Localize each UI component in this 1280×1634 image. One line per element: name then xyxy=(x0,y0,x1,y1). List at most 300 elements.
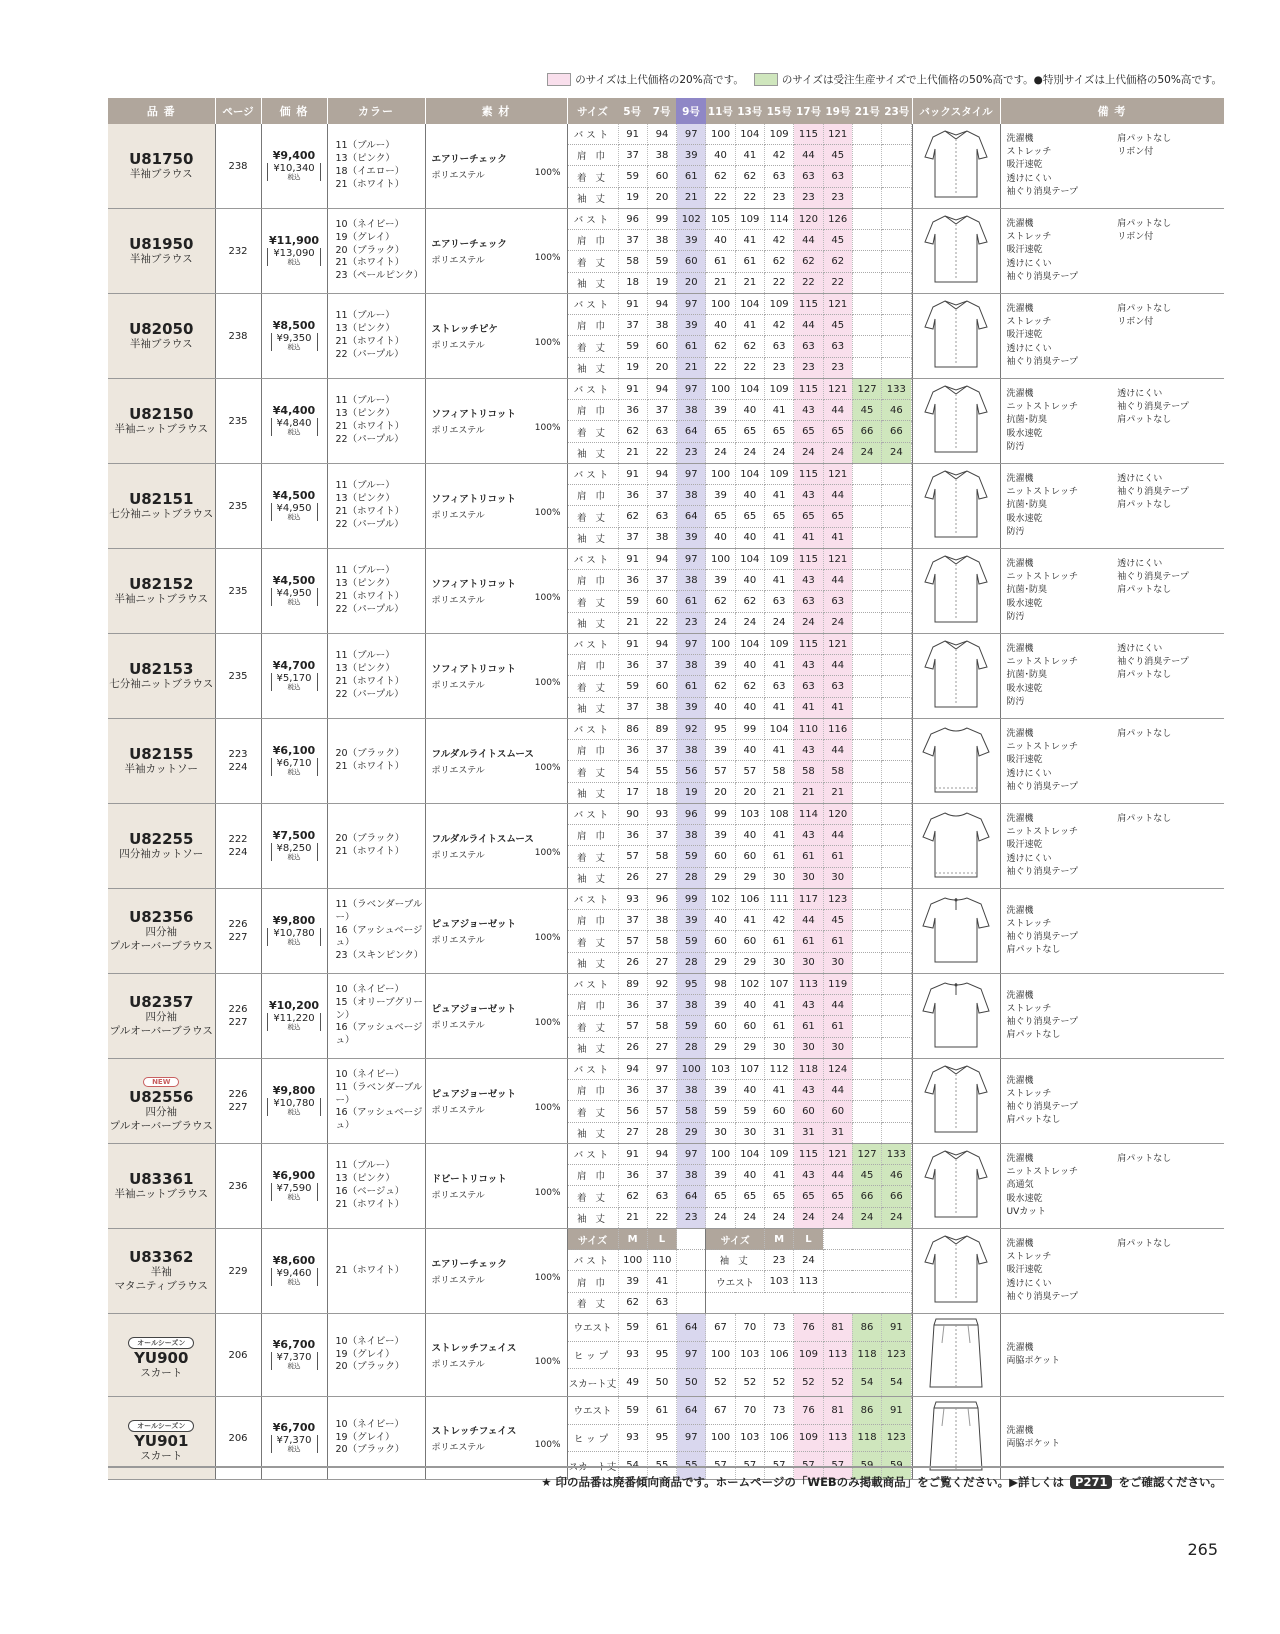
notes-column xyxy=(1117,218,1218,283)
blouse-silhouette-icon xyxy=(913,637,1000,715)
spec-value: 61 xyxy=(794,1016,823,1037)
spec-label: 着 丈 xyxy=(568,1101,619,1122)
spec-value xyxy=(882,825,911,846)
color-option: 21（ホワイト） xyxy=(335,676,405,687)
note-item: 高通気 xyxy=(1006,1180,1034,1191)
fabric: ポリエステル xyxy=(431,1021,485,1031)
spec-value xyxy=(882,1101,911,1122)
page-cell xyxy=(215,124,261,209)
size-spec-cell xyxy=(567,974,912,1059)
color-option: 22（パープル） xyxy=(335,433,404,445)
spec-row xyxy=(568,1059,912,1080)
notes-column xyxy=(1007,813,1108,878)
spec-value xyxy=(852,634,881,655)
spec-value: 61 xyxy=(647,1314,676,1341)
spec-value: 23 xyxy=(764,357,793,378)
spec-value: 22 xyxy=(735,187,764,208)
notes-cell xyxy=(1000,294,1224,379)
maternity-size-label: サイズ xyxy=(568,1229,619,1250)
spec-value: 97 xyxy=(677,634,706,655)
maternity-empty xyxy=(706,1292,823,1313)
spec-row xyxy=(568,612,912,633)
spec-value: 50 xyxy=(677,1369,706,1396)
spec-value: 115 xyxy=(794,294,823,315)
spec-value: 39 xyxy=(677,910,706,931)
fabric-composition xyxy=(432,1188,561,1201)
spec-value: 54 xyxy=(618,1452,647,1479)
spec-value xyxy=(852,782,881,803)
catalog-page: 236 xyxy=(228,1180,248,1192)
material-name: ピュアジョーゼット xyxy=(431,1004,517,1015)
spec-value: 59 xyxy=(618,1314,647,1341)
spec-value xyxy=(882,272,911,293)
color-option: 22（パープル） xyxy=(335,603,404,615)
spec-value: 21 xyxy=(677,357,706,378)
note-item: リボン付 xyxy=(1117,232,1154,243)
spec-value: 89 xyxy=(647,719,676,740)
size-header-13号: 13号 xyxy=(737,105,763,118)
spec-value: 45 xyxy=(823,910,852,931)
spec-value: 40 xyxy=(735,655,764,676)
spec-value: 17 xyxy=(618,782,647,803)
spec-value: 18 xyxy=(618,272,647,293)
color-option: 22（パープル） xyxy=(335,518,404,530)
spec-value: 103 xyxy=(735,804,764,825)
size-spec-cell xyxy=(567,379,912,464)
spec-value: 24 xyxy=(794,612,823,633)
note-item: ストレッチ xyxy=(1006,1252,1052,1263)
back-style-cell xyxy=(912,1059,1000,1144)
product-code: YU901 xyxy=(134,1431,189,1450)
spec-value: 86 xyxy=(618,719,647,740)
spec-value: 38 xyxy=(647,230,676,251)
spec-value: 31 xyxy=(764,1122,793,1143)
fabric: ポリエステル xyxy=(431,1360,485,1370)
spec-value: 41 xyxy=(764,400,793,421)
blouse-silhouette-icon xyxy=(913,1232,1000,1310)
product-name: 半袖ブラウス xyxy=(129,338,193,351)
price-cell xyxy=(261,1314,327,1397)
page-cell xyxy=(215,294,261,379)
size-spec-grid xyxy=(568,294,912,378)
note-item: ストレッチ xyxy=(1006,918,1052,929)
spec-label: 袖 丈 xyxy=(568,187,619,208)
spec-value: 100 xyxy=(706,1424,735,1452)
product-cell xyxy=(108,804,215,889)
page-cell xyxy=(215,1229,261,1314)
spec-value: 20 xyxy=(677,272,706,293)
size-header-21号: 21号 xyxy=(854,105,880,118)
spec-value xyxy=(882,209,911,230)
spec-value: 38 xyxy=(677,570,706,591)
spec-value: 30 xyxy=(823,867,852,888)
material-cell xyxy=(425,549,567,634)
spec-value: 91 xyxy=(618,1144,647,1165)
spec-value: 41 xyxy=(735,145,764,166)
spec-row xyxy=(568,1037,912,1058)
spec-value: 107 xyxy=(735,1059,764,1080)
fabric-percent: 100% xyxy=(534,678,561,688)
spec-value: 63 xyxy=(647,1186,676,1207)
spec-value: 121 xyxy=(823,1144,852,1165)
tax-label: 税込 xyxy=(287,1193,301,1201)
size-header-5号: 5号 xyxy=(623,105,642,118)
price: ¥9,800 xyxy=(272,1084,316,1097)
product-name: 半袖カットソー xyxy=(124,763,198,776)
spec-value: 23 xyxy=(794,357,823,378)
spec-value xyxy=(882,910,911,931)
spec-value: 61 xyxy=(764,846,793,867)
spec-value: 65 xyxy=(823,1186,852,1207)
size-spec-cell xyxy=(567,1059,912,1144)
spec-value: 65 xyxy=(735,1186,764,1207)
spec-value: 94 xyxy=(647,634,676,655)
spec-value: 60 xyxy=(647,166,676,187)
spec-value: 117 xyxy=(794,889,823,910)
notes-list xyxy=(1007,218,1219,283)
blouse-silhouette-icon xyxy=(913,127,1000,205)
spec-value: 89 xyxy=(618,974,647,995)
catalog-page: 227 xyxy=(228,1017,248,1028)
spec-value: 29 xyxy=(677,1122,706,1143)
spec-value xyxy=(882,931,911,952)
spec-value xyxy=(852,124,881,145)
spec-value: 63 xyxy=(794,336,823,357)
fabric: ポリエステル xyxy=(431,936,485,946)
spec-value: 43 xyxy=(794,825,823,846)
spec-value: 57 xyxy=(735,761,764,782)
color-cell xyxy=(327,124,425,209)
note-item: 抗菌･防臭 xyxy=(1006,670,1048,681)
size-header-7号: 7号 xyxy=(652,105,671,118)
catalog-page: 235 xyxy=(228,585,248,597)
spec-row xyxy=(568,187,912,208)
product-code: U83362 xyxy=(129,1248,194,1267)
spec-value: 57 xyxy=(764,1452,793,1479)
maternity-size: L xyxy=(794,1229,823,1250)
maternity-spacer xyxy=(677,1229,706,1250)
spec-value xyxy=(882,846,911,867)
spec-value: 100 xyxy=(706,634,735,655)
spec-value: 39 xyxy=(677,145,706,166)
spec-value: 61 xyxy=(735,251,764,272)
size-spec-cell xyxy=(567,634,912,719)
note-item: 袖ぐり消臭テープ xyxy=(1006,271,1079,282)
size-spec-cell xyxy=(567,209,912,294)
spec-value: 38 xyxy=(647,527,676,548)
spec-value: 100 xyxy=(706,379,735,400)
note-item: 吸汗速乾 xyxy=(1006,755,1043,766)
spec-value: 94 xyxy=(647,124,676,145)
page-cell xyxy=(215,379,261,464)
spec-value: 65 xyxy=(735,506,764,527)
color-cell xyxy=(327,634,425,719)
spec-value: 38 xyxy=(677,400,706,421)
size-spec-grid xyxy=(568,974,912,1058)
spec-value: 37 xyxy=(647,655,676,676)
spec-row xyxy=(568,549,912,570)
maternity-row xyxy=(568,1250,912,1271)
note-item: 透けにくい xyxy=(1006,853,1052,864)
notes-cell xyxy=(1000,974,1224,1059)
spec-value: 44 xyxy=(794,315,823,336)
spec-value xyxy=(882,124,911,145)
tax-price: ¥8,250 xyxy=(276,843,312,854)
product-name: スカート xyxy=(140,1366,183,1379)
spec-value: 103 xyxy=(735,1424,764,1452)
spec-value xyxy=(852,612,881,633)
price-cell xyxy=(261,974,327,1059)
spec-row xyxy=(568,761,912,782)
spec-value: 31 xyxy=(794,1122,823,1143)
spec-value: 36 xyxy=(618,485,647,506)
spec-label: 肩 巾 xyxy=(568,655,619,676)
size-spec-grid xyxy=(568,549,912,633)
spec-value: 39 xyxy=(677,697,706,718)
color-option: 10（ネイビー） xyxy=(335,1068,405,1080)
spec-value: 38 xyxy=(677,655,706,676)
pullover-silhouette-icon xyxy=(913,892,1000,970)
price-with-tax xyxy=(271,1268,318,1286)
price-cell xyxy=(261,379,327,464)
spec-value: 44 xyxy=(794,230,823,251)
note-item: 洗濯機 xyxy=(1006,134,1034,145)
spec-value: 40 xyxy=(706,145,735,166)
spec-row xyxy=(568,485,912,506)
price-cell xyxy=(261,124,327,209)
spec-label: バスト xyxy=(568,464,619,485)
product-name: 半袖ニットブラウス xyxy=(114,423,208,436)
price-with-tax xyxy=(271,1435,318,1453)
header-code: 品 番 xyxy=(108,98,215,124)
spec-value: 29 xyxy=(735,867,764,888)
spec-value: 94 xyxy=(647,549,676,570)
spec-label: 肩 巾 xyxy=(568,1080,619,1101)
note-item: 透けにくい xyxy=(1117,644,1163,655)
price: ¥6,700 xyxy=(272,1421,316,1434)
spec-value: 91 xyxy=(618,634,647,655)
spec-value: 123 xyxy=(823,889,852,910)
spec-row xyxy=(568,294,912,315)
spec-value: 41 xyxy=(764,1165,793,1186)
color-option: 11（ラベンダーブルー） xyxy=(335,1081,423,1106)
tax-price: ¥7,370 xyxy=(276,1435,312,1446)
spec-label: 袖 丈 xyxy=(568,612,619,633)
spec-value: 65 xyxy=(794,1186,823,1207)
spec-value: 97 xyxy=(677,1341,706,1369)
fabric-percent: 100% xyxy=(534,848,561,858)
note-item: 洗濯機 xyxy=(1006,905,1034,916)
tax-label: 税込 xyxy=(287,1278,301,1286)
spec-value: 28 xyxy=(677,952,706,973)
spec-label: ウエスト xyxy=(568,1397,619,1424)
spec-value: 65 xyxy=(706,421,735,442)
tax-label: 税込 xyxy=(287,938,301,946)
fabric-composition xyxy=(432,933,561,946)
spec-value xyxy=(882,357,911,378)
product-cell xyxy=(108,379,215,464)
price-with-tax xyxy=(267,248,320,266)
tax-price: ¥9,460 xyxy=(276,1268,312,1279)
spec-value: 37 xyxy=(618,230,647,251)
maternity-size: M xyxy=(618,1229,647,1250)
spec-value: 114 xyxy=(764,209,793,230)
spec-value xyxy=(852,974,881,995)
spec-value: 121 xyxy=(823,464,852,485)
spec-value: 65 xyxy=(764,1186,793,1207)
catalog-page: 238 xyxy=(228,330,248,342)
spec-value xyxy=(852,145,881,166)
spec-value: 40 xyxy=(706,527,735,548)
spec-value: 106 xyxy=(764,1424,793,1452)
product-name: プルオーバーブラウス xyxy=(109,1119,213,1132)
spec-value: 61 xyxy=(647,1397,676,1424)
color-option: 15（オリーブグリーン） xyxy=(335,996,423,1021)
spec-value: 21 xyxy=(706,272,735,293)
spec-value: 127 xyxy=(852,379,881,400)
spec-value xyxy=(882,315,911,336)
color-cell xyxy=(327,719,425,804)
spec-value: 65 xyxy=(764,421,793,442)
spec-label: バスト xyxy=(568,889,619,910)
material-cell xyxy=(425,379,567,464)
color-cell xyxy=(327,889,425,974)
spec-value: 39 xyxy=(618,1271,647,1292)
catalog-page: 235 xyxy=(228,415,248,427)
page-cell xyxy=(215,1059,261,1144)
spec-label: 袖 丈 xyxy=(706,1250,765,1271)
price: ¥6,700 xyxy=(272,1338,316,1351)
notes-list xyxy=(1007,905,1219,957)
spec-value: 59 xyxy=(677,1016,706,1037)
catalog-page: 235 xyxy=(228,500,248,512)
size-spec-grid xyxy=(568,209,912,293)
spec-value: 60 xyxy=(647,676,676,697)
catalog-page: 235 xyxy=(228,670,248,682)
back-style-cell xyxy=(912,124,1000,209)
tax-price: ¥10,780 xyxy=(273,1098,315,1109)
product-name: 半袖ニットブラウス xyxy=(114,593,208,606)
back-style-cell xyxy=(912,889,1000,974)
tee-silhouette-icon xyxy=(913,807,1000,885)
spec-value: 60 xyxy=(794,1101,823,1122)
spec-value xyxy=(882,294,911,315)
spec-value: 63 xyxy=(823,591,852,612)
spec-value: 41 xyxy=(735,315,764,336)
price-with-tax xyxy=(271,758,318,776)
color-option: 11（ブルー） xyxy=(335,480,395,492)
color-option: 20（ブラック） xyxy=(335,833,405,845)
spec-value: 41 xyxy=(764,825,793,846)
note-item: 両脇ポケット xyxy=(1006,1356,1061,1366)
spec-value: 90 xyxy=(618,804,647,825)
spec-value: 115 xyxy=(794,1144,823,1165)
spec-value xyxy=(852,251,881,272)
spec-value xyxy=(852,995,881,1016)
spec-value: 62 xyxy=(618,421,647,442)
note-item: 袖ぐり消臭テープ xyxy=(1117,402,1189,413)
color-option: 21（ホワイト） xyxy=(335,506,405,517)
fabric-composition xyxy=(432,593,561,606)
spec-value: 36 xyxy=(618,825,647,846)
spec-value xyxy=(852,506,881,527)
spec-value xyxy=(882,1080,911,1101)
spec-value: 29 xyxy=(735,1037,764,1058)
spec-value: 41 xyxy=(764,1080,793,1101)
spec-value: 28 xyxy=(647,1122,676,1143)
spec-value xyxy=(852,697,881,718)
page-cell xyxy=(215,549,261,634)
fabric-composition xyxy=(432,1018,561,1031)
spec-label: 着 丈 xyxy=(568,846,619,867)
price-with-tax xyxy=(271,843,318,861)
spec-label: 袖 丈 xyxy=(568,442,619,463)
spec-value: 57 xyxy=(823,1452,852,1479)
spec-value: 22 xyxy=(823,272,852,293)
spec-value: 100 xyxy=(706,549,735,570)
notes-column xyxy=(1117,813,1218,878)
spec-value: 62 xyxy=(823,251,852,272)
notes-list xyxy=(1007,1153,1219,1218)
pink-swatch xyxy=(547,73,571,86)
spec-value: 54 xyxy=(882,1369,911,1396)
spec-label: スカート丈 xyxy=(568,1452,619,1479)
color-option: 10（ネイビー） xyxy=(335,1418,405,1430)
spec-value: 42 xyxy=(764,910,793,931)
price: ¥6,100 xyxy=(272,744,316,757)
spec-value: 58 xyxy=(764,761,793,782)
spec-value xyxy=(852,1080,881,1101)
fabric-percent: 100% xyxy=(534,593,561,603)
spec-row xyxy=(568,846,912,867)
tax-price: ¥10,340 xyxy=(273,163,315,174)
price-cell xyxy=(261,889,327,974)
fabric-composition xyxy=(432,508,561,521)
spec-value: 86 xyxy=(852,1314,881,1341)
fabric-composition xyxy=(432,763,561,776)
spec-label: バスト xyxy=(568,634,619,655)
color-cell xyxy=(327,974,425,1059)
spec-value xyxy=(852,1101,881,1122)
note-item: ストレッチ xyxy=(1006,1003,1052,1014)
product-badge: オールシーズン xyxy=(128,1420,194,1432)
spec-value: 99 xyxy=(647,209,676,230)
spec-label: 着 丈 xyxy=(568,931,619,952)
spec-value xyxy=(852,527,881,548)
notes-column xyxy=(1117,1342,1218,1368)
spec-value: 57 xyxy=(794,1452,823,1479)
notes-column xyxy=(1117,728,1218,793)
spec-value: 59 xyxy=(677,931,706,952)
spec-value: 29 xyxy=(706,952,735,973)
notes-column xyxy=(1117,1238,1218,1303)
spec-value: 63 xyxy=(647,1292,676,1313)
note-item: 透けにくい xyxy=(1006,1278,1052,1289)
product-code: U82050 xyxy=(129,320,194,339)
fabric: ポリエステル xyxy=(431,1443,485,1453)
spec-value: 115 xyxy=(794,464,823,485)
spec-row xyxy=(568,995,912,1016)
price-cell xyxy=(261,719,327,804)
material-name: フルダルライトスムース xyxy=(431,749,534,760)
spec-value: 37 xyxy=(618,315,647,336)
spec-value: 94 xyxy=(647,464,676,485)
spec-value: 59 xyxy=(647,251,676,272)
product-cell xyxy=(108,719,215,804)
spec-value: 43 xyxy=(794,400,823,421)
product-name: 四分袖 xyxy=(145,1105,177,1118)
notes-column xyxy=(1117,1075,1218,1127)
